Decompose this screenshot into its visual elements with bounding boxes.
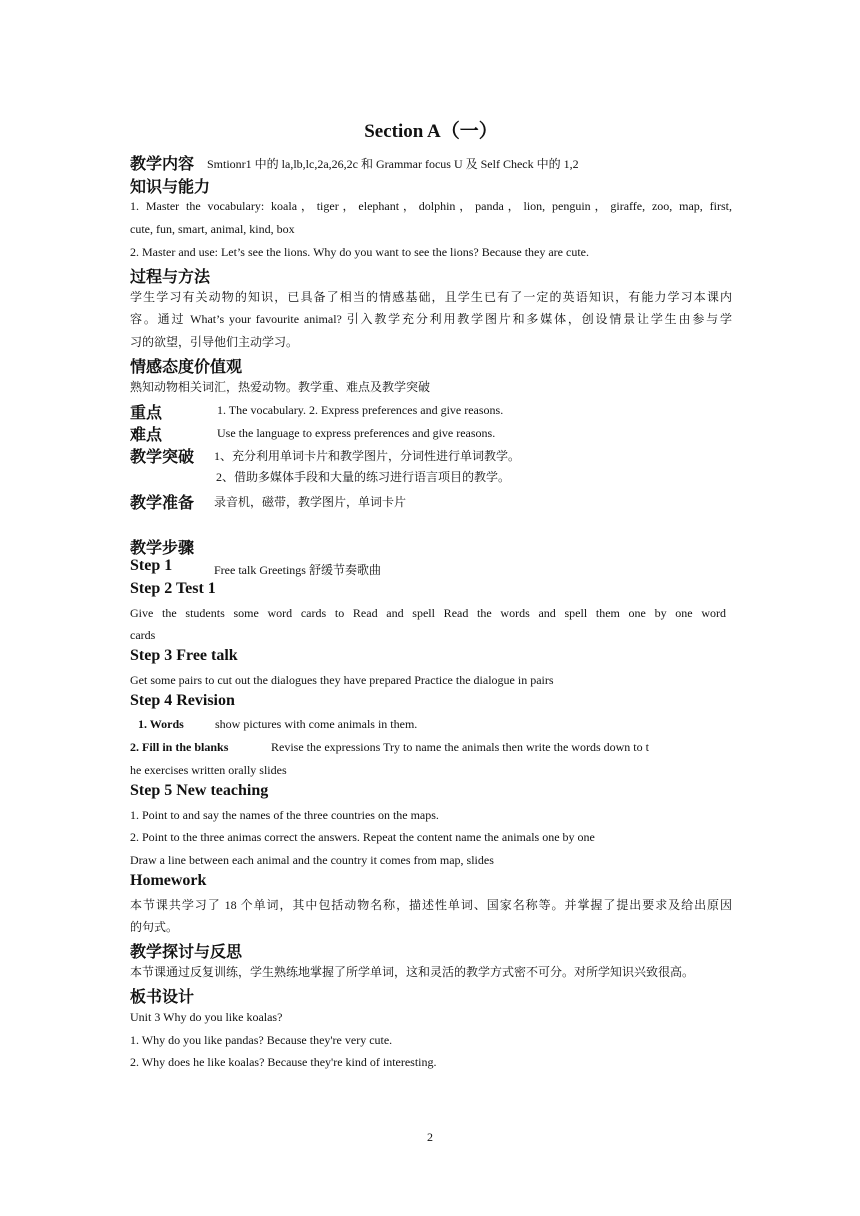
breakthrough-label: 教学突破 <box>130 447 195 466</box>
reflection-text: 本节课通过反复训练，学生熟练地掌握了所学单词，这和灵活的教学方式密不可分。对所学知识兴致很高。 <box>130 965 695 979</box>
key-points-text: 1. The vocabulary. 2. Express preferences and give reasons. <box>217 403 504 417</box>
step-4-item-2-continued: he exercises written orally slides <box>130 763 287 777</box>
values-text: 熟知动物相关词汇，热爱动物。教学重、难点及教学突破 <box>130 380 431 394</box>
process-line-3: 习的欲望，引导他们主动学习。 <box>130 335 299 349</box>
section-title: Section A（一） <box>364 121 498 142</box>
knowledge-line-3: 2. Master and use: Let’s see the lions. Why do you want to see the lions? Because they are cute. <box>130 245 589 259</box>
content-text: Smtionr1 中的 la,lb,lc,2a,26,2c 和 Grammar focus U 及 Self Check 中的 1,2 <box>207 157 579 171</box>
key-points-label: 重点 <box>130 403 163 422</box>
difficult-points-label: 难点 <box>130 425 163 444</box>
board-line-1: Unit 3 Why do you like koalas? <box>130 1010 283 1024</box>
step-5-label: Step 5 New teaching <box>130 782 269 799</box>
document-page <box>130 0 732 1216</box>
step-5-line-2: 2. Point to the three animas correct the answers. Repeat the content name the animals one by one <box>130 830 595 844</box>
homework-line-1: 本节课共学习了 18 个单词，其中包括动物名称，描述性单词、国家名称等。并掌握了提出要求及给出原因 <box>130 898 732 912</box>
preparation-text: 录音机，磁带，教学图片，单词卡片 <box>214 495 407 509</box>
board-line-2: 1. Why do you like pandas? Because they're very cute. <box>130 1033 393 1047</box>
knowledge-line-2: cute, fun, smart, animal, kind, box <box>130 222 295 236</box>
board-label: 板书设计 <box>130 987 195 1006</box>
homework-line-2: 的句式。 <box>130 920 179 934</box>
content-label: 教学内容 <box>130 154 195 173</box>
process-line-2: 容。通过 What’s your favourite animal? 引入教学充分利用教学图片和多媒体，创设情景让学生由参与学 <box>130 312 732 326</box>
step-1-text: Free talk Greetings 舒缓节奏歌曲 <box>214 563 381 577</box>
homework-label: Homework <box>130 872 207 889</box>
preparation-label: 教学准备 <box>130 493 195 512</box>
step-4-label: Step 4 Revision <box>130 692 235 709</box>
step-4-item-2-label: 2. Fill in the blanks <box>130 740 229 754</box>
process-label: 过程与方法 <box>130 267 211 286</box>
step-4-item-2-text: Revise the expressions Try to name the animals then write the words down to t <box>271 740 649 754</box>
reflection-label: 教学探讨与反思 <box>130 942 243 961</box>
page-number: 2 <box>427 1130 433 1144</box>
step-2-line-1: Give the students some word cards to Read and spell Read the words and spell them one by one word <box>130 606 726 620</box>
process-line-1: 学生学习有关动物的知识，已具备了相当的情感基础，且学生已有了一定的英语知识，有能力学习本课内 <box>130 290 732 304</box>
step-1-label: Step 1 <box>130 557 173 574</box>
step-2-line-2: cards <box>130 628 156 642</box>
step-4-item-1-label: 1. Words <box>138 717 184 731</box>
values-label: 情感态度价值观 <box>130 357 243 376</box>
step-5-line-1: 1. Point to and say the names of the three countries on the maps. <box>130 808 439 822</box>
knowledge-label: 知识与能力 <box>130 177 211 196</box>
knowledge-line-1: 1. Master the vocabulary: koala，tiger，elephant，dolphin，panda，lion, penguin，giraffe, zoo, map, first, <box>130 199 732 213</box>
step-3-text: Get some pairs to cut out the dialogues they have prepared Practice the dialogue in pairs <box>130 673 554 687</box>
step-5-line-3: Draw a line between each animal and the country it comes from map, slides <box>130 853 494 867</box>
breakthrough-line-1: 1、充分利用单词卡片和教学图片，分词性进行单词教学。 <box>214 449 521 463</box>
step-4-item-1-text: show pictures with come animals in them. <box>215 717 418 731</box>
steps-heading: 教学步骤 <box>130 538 195 557</box>
step-2-label: Step 2 Test 1 <box>130 580 216 597</box>
board-line-3: 2. Why does he like koalas? Because they're kind of interesting. <box>130 1055 437 1069</box>
breakthrough-line-2: 2、借助多媒体手段和大量的练习进行语言项目的教学。 <box>216 470 511 484</box>
difficult-points-text: Use the language to express preferences and give reasons. <box>217 426 496 440</box>
step-3-label: Step 3 Free talk <box>130 647 238 664</box>
